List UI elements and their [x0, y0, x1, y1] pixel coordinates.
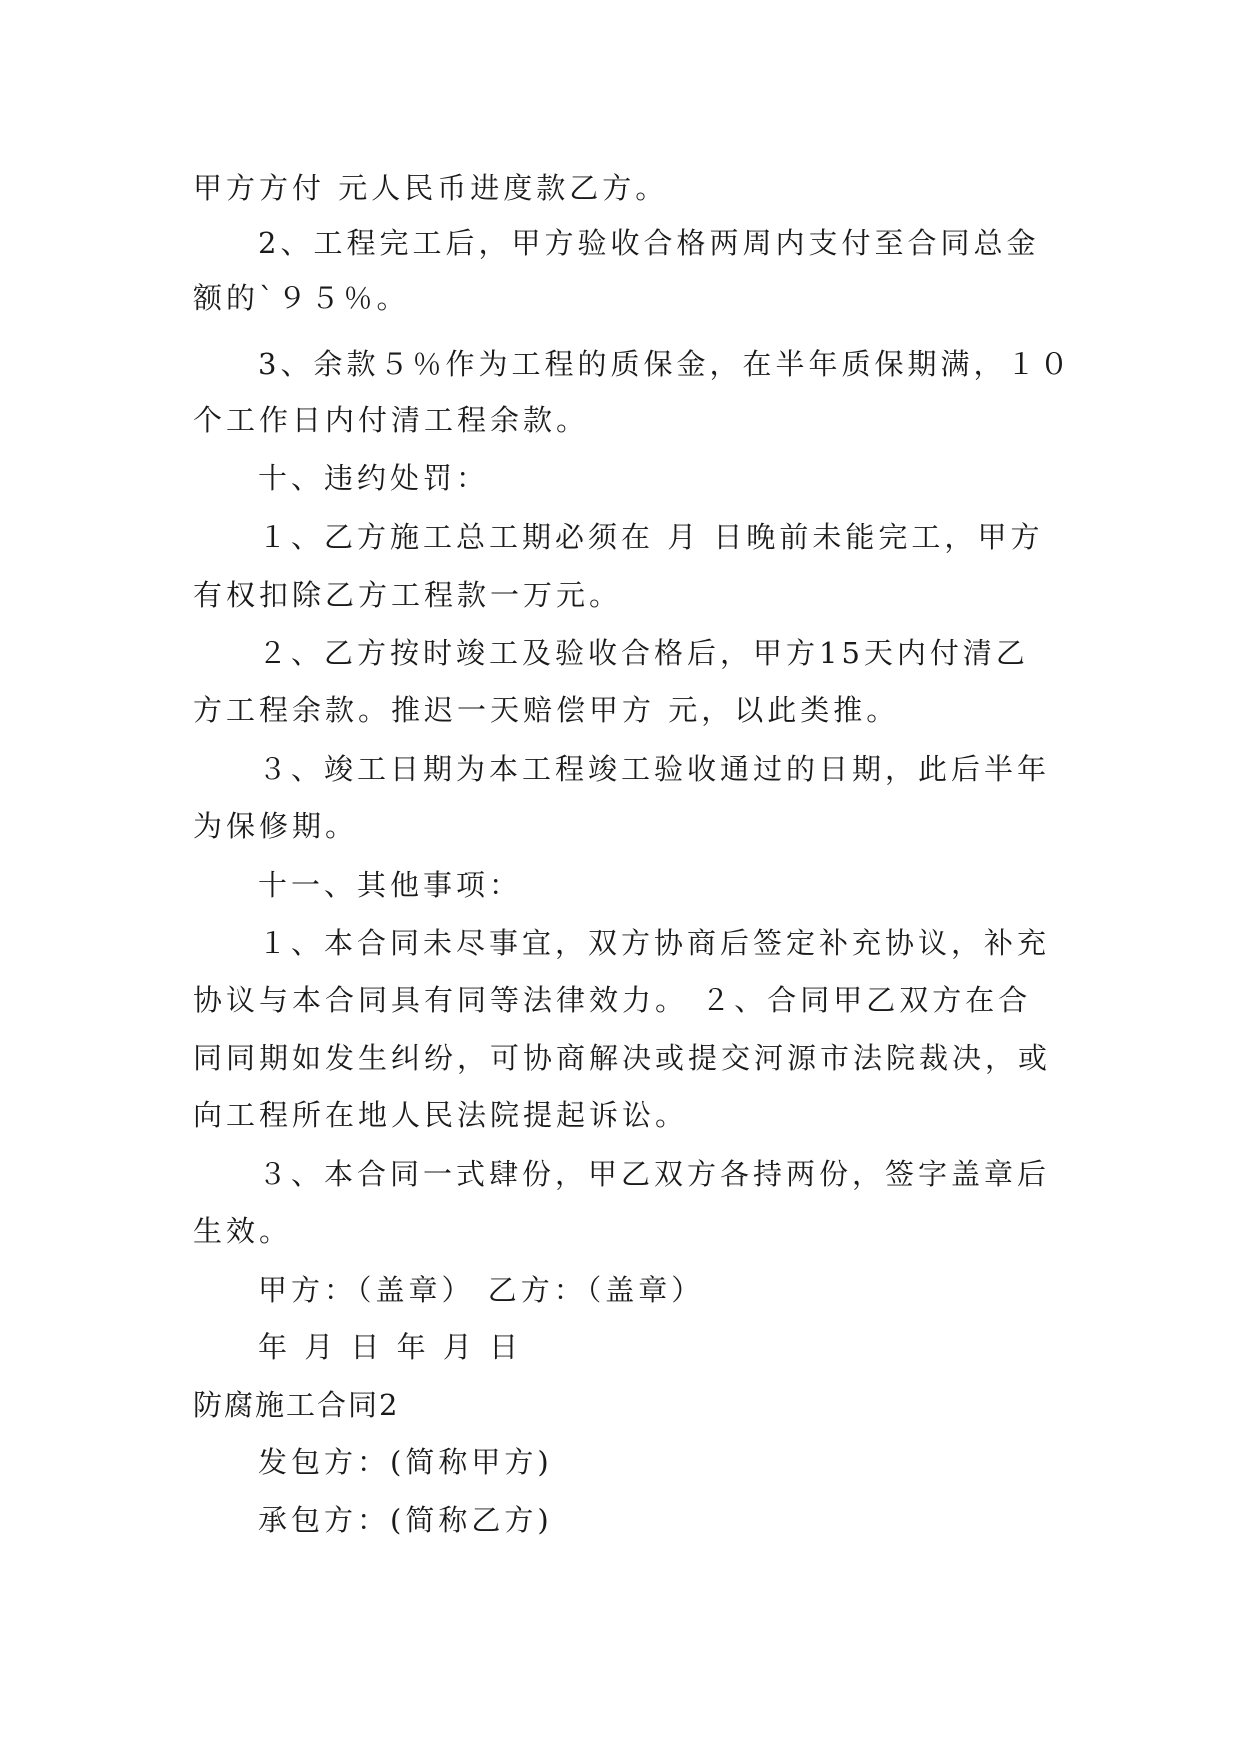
paragraph-line: 方工程余款。推迟一天赔偿甲方 元，以此类推。: [193, 693, 900, 727]
paragraph-line: 3、余款５％作为工程的质保金，在半年质保期满，１０: [258, 347, 1073, 381]
section-heading: 十一、其他事项：: [258, 868, 523, 902]
paragraph-line: １、乙方施工总工期必须在 月 日晚前未能完工，甲方: [258, 520, 1044, 554]
document-title: 防腐施工合同2: [193, 1388, 400, 1422]
paragraph-line: 协议与本合同具有同等法律效力。 ２、合同甲乙双方在合: [193, 983, 1032, 1017]
paragraph-line: ３、竣工日期为本工程竣工验收通过的日期，此后半年: [258, 752, 1051, 786]
paragraph-line: 生效。: [193, 1214, 293, 1248]
paragraph-line: 为保修期。: [193, 809, 359, 843]
paragraph-line: 甲方方付 元人民币进度款乙方。: [193, 171, 669, 205]
paragraph-line: 向工程所在地人民法院提起诉讼。: [193, 1098, 689, 1132]
paragraph-line: 同同期如发生纠纷，可协商解决或提交河源市法院裁决，或: [193, 1041, 1052, 1075]
paragraph-line: 有权扣除乙方工程款一万元。: [193, 578, 623, 612]
paragraph-line: 额的`９５％。: [193, 281, 410, 315]
paragraph-line: ３、本合同一式肆份，甲乙双方各持两份，签字盖章后: [258, 1157, 1051, 1191]
paragraph-line: １、本合同未尽事宜，双方协商后签定补充协议，补充: [258, 926, 1051, 960]
paragraph-line: 2、工程完工后，甲方验收合格两周内支付至合同总金: [258, 226, 1040, 260]
section-heading: 十、违约处罚：: [258, 461, 490, 495]
paragraph-line: 个工作日内付清工程余款。: [193, 403, 590, 437]
paragraph-line: 发包方：(简称甲方): [258, 1445, 553, 1479]
paragraph-line: 承包方：(简称乙方): [258, 1503, 553, 1537]
date-line: 年 月 日 年 月 日: [258, 1330, 523, 1364]
signature-line: 甲方：（盖章） 乙方：（盖章）: [258, 1273, 705, 1307]
paragraph-line: ２、乙方按时竣工及验收合格后，甲方15天内付清乙: [258, 636, 1029, 670]
